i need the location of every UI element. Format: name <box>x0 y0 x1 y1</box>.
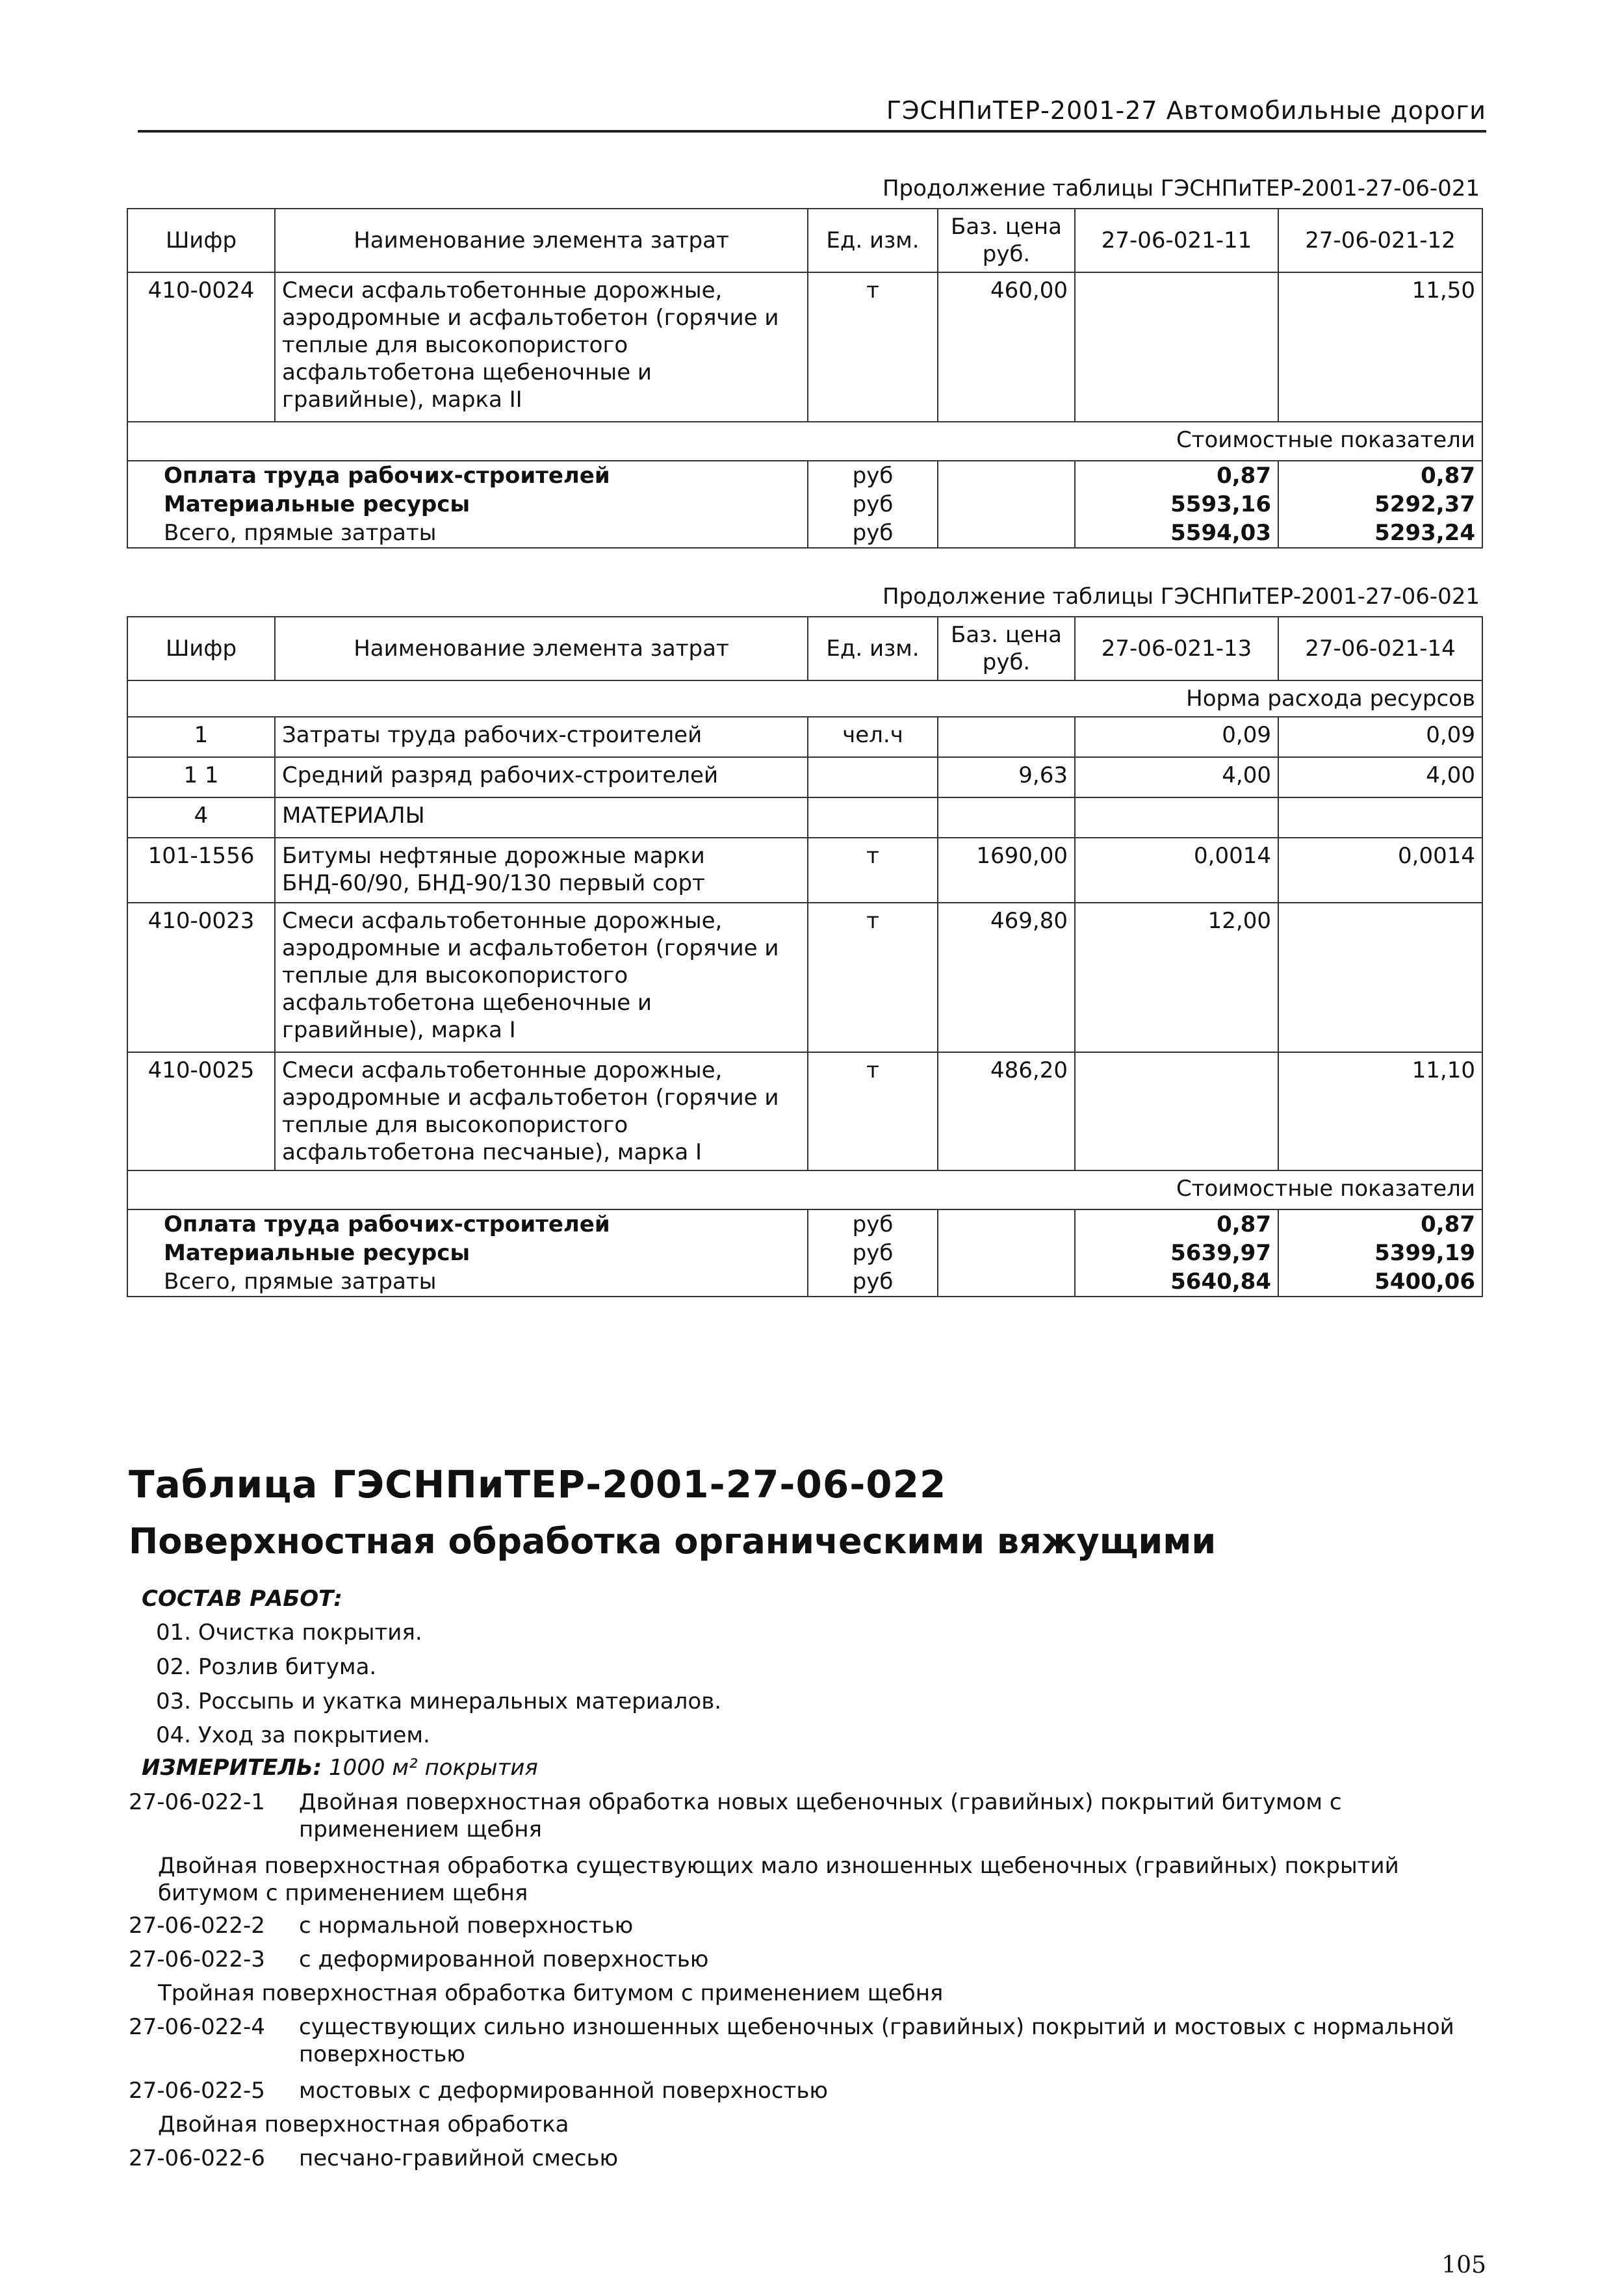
totals-label: Материальные ресурсы <box>127 490 808 519</box>
row-value-2: 11,50 <box>1278 272 1482 422</box>
table-row <box>127 838 1482 903</box>
col-header-price: Баз. цена руб. <box>938 209 1075 272</box>
row-price: 486,20 <box>938 1052 1075 1170</box>
row-name: Битумы нефтяные дорожные марки БНД-60/90, БНД-90/130 первый сорт <box>275 838 808 903</box>
totals-label: Оплата труда рабочих-строителей <box>127 461 808 490</box>
row-value-2: 0,09 <box>1278 717 1482 757</box>
totals-value-1: 5639,97 <box>1075 1239 1278 1267</box>
row-value-2 <box>1278 797 1482 838</box>
row-name: Смеси асфальтобетонные дорожные, аэродромные и асфальтобетон (горячие и теплые для высокопористого асфальтобетона щебеночные и гравийные), марка I <box>275 903 808 1052</box>
totals-unit: руб <box>808 461 938 490</box>
row-unit: т <box>808 1052 938 1170</box>
totals-unit: руб <box>808 1239 938 1267</box>
totals-row <box>127 519 1482 548</box>
row-unit: т <box>808 903 938 1052</box>
totals-value-2: 5292,37 <box>1278 490 1482 519</box>
work-code: 27-06-022-2 <box>129 1913 265 1939</box>
work-text: Двойная поверхностная обработка новых щебеночных (гравийных) покрытий битумом с применением щебня <box>299 1789 1342 1842</box>
work-code: 27-06-022-1 <box>129 1789 265 1815</box>
row-code: 1 1 <box>127 757 275 797</box>
composition-heading: СОСТАВ РАБОТ: <box>142 1586 342 1612</box>
row-value-1 <box>1075 797 1278 838</box>
norm-label: Норма расхода ресурсов <box>127 680 1482 717</box>
meter-value: 1000 м² покрытия <box>329 1755 538 1781</box>
row-unit <box>808 797 938 838</box>
col-header-unit: Ед. изм. <box>808 617 938 680</box>
row-price: 460,00 <box>938 272 1075 422</box>
row-name: Затраты труда рабочих-строителей <box>275 717 808 757</box>
table1-caption: Продолжение таблицы ГЭСНПиТЕР-2001-27-06-021 <box>882 175 1480 201</box>
row-unit: т <box>808 838 938 903</box>
row-unit: т <box>808 272 938 422</box>
totals-label: Материальные ресурсы <box>127 1239 808 1267</box>
section-row <box>127 422 1482 461</box>
totals-value-1: 0,87 <box>1075 461 1278 490</box>
row-code: 4 <box>127 797 275 838</box>
row-name: Смеси асфальтобетонные дорожные, аэродромные и асфальтобетон (горячие и теплые для высокопористого асфальтобетона песчаные), марка I <box>275 1052 808 1170</box>
work-text: Тройная поверхностная обработка битумом с применением щебня <box>158 1980 944 2006</box>
composition-item: 04. Уход за покрытием. <box>156 1722 430 1748</box>
work-text: с нормальной поверхностью <box>299 1913 634 1939</box>
row-price <box>938 717 1075 757</box>
norm-row <box>127 680 1482 717</box>
section-label: Стоимостные показатели <box>127 422 1482 461</box>
composition-item: 02. Розлив битума. <box>156 1654 377 1680</box>
page-number: 105 <box>1441 2252 1486 2279</box>
row-code: 410-0024 <box>127 272 275 422</box>
work-code: 27-06-022-6 <box>129 2145 265 2171</box>
row-code: 410-0025 <box>127 1052 275 1170</box>
col-header-name: Наименование элемента затрат <box>275 209 808 272</box>
table1 <box>127 208 1483 549</box>
work-code: 27-06-022-3 <box>129 1946 265 1972</box>
row-price: 469,80 <box>938 903 1075 1052</box>
row-value-1 <box>1075 1052 1278 1170</box>
row-code: 1 <box>127 717 275 757</box>
row-value-2: 0,0014 <box>1278 838 1482 903</box>
table2 <box>127 616 1483 1297</box>
totals-row <box>127 490 1482 519</box>
col-header-code: Шифр <box>127 617 275 680</box>
table-row <box>127 757 1482 797</box>
col-header-code-14: 27-06-021-14 <box>1278 617 1482 680</box>
table-row <box>127 717 1482 757</box>
table1-header-row <box>127 209 1482 272</box>
col-header-price: Баз. цена руб. <box>938 617 1075 680</box>
work-text: Двойная поверхностная обработка <box>158 2112 569 2138</box>
table2-caption: Продолжение таблицы ГЭСНПиТЕР-2001-27-06-021 <box>882 584 1480 610</box>
totals-value-2: 0,87 <box>1278 1209 1482 1239</box>
table2-header-row <box>127 617 1482 680</box>
row-value-2: 11,10 <box>1278 1052 1482 1170</box>
col-header-unit: Ед. изм. <box>808 209 938 272</box>
table-title: Таблица ГЭСНПиТЕР-2001-27-06-022 <box>129 1462 947 1506</box>
totals-unit: руб <box>808 519 938 548</box>
work-text: песчано-гравийной смесью <box>299 2145 619 2171</box>
table-row <box>127 797 1482 838</box>
work-code: 27-06-022-5 <box>129 2078 265 2104</box>
totals-unit: руб <box>808 490 938 519</box>
work-text: с деформированной поверхностью <box>299 1946 709 1972</box>
row-name: Средний разряд рабочих-строителей <box>275 757 808 797</box>
row-name: Смеси асфальтобетонные дорожные, аэродромные и асфальтобетон (горячие и теплые для высокопористого асфальтобетона щебеночные и гравийные), марка II <box>275 272 808 422</box>
row-code: 410-0023 <box>127 903 275 1052</box>
totals-value-2: 5400,06 <box>1278 1267 1482 1297</box>
totals-unit: руб <box>808 1267 938 1297</box>
totals-row <box>127 1209 1482 1239</box>
section-label: Стоимостные показатели <box>127 1170 1482 1209</box>
row-value-1 <box>1075 272 1278 422</box>
totals-row <box>127 461 1482 490</box>
row-unit: чел.ч <box>808 717 938 757</box>
row-value-1: 0,09 <box>1075 717 1278 757</box>
row-value-2 <box>1278 903 1482 1052</box>
row-value-1: 0,0014 <box>1075 838 1278 903</box>
totals-unit: руб <box>808 1209 938 1239</box>
row-unit <box>808 757 938 797</box>
row-price: 1690,00 <box>938 838 1075 903</box>
meter-line <box>142 1755 538 1781</box>
totals-label: Оплата труда рабочих-строителей <box>127 1209 808 1239</box>
totals-value-2: 0,87 <box>1278 461 1482 490</box>
totals-label: Всего, прямые затраты <box>127 519 808 548</box>
row-value-2: 4,00 <box>1278 757 1482 797</box>
col-header-code-13: 27-06-021-13 <box>1075 617 1278 680</box>
table-row <box>127 903 1482 1052</box>
totals-row <box>127 1267 1482 1297</box>
row-price: 9,63 <box>938 757 1075 797</box>
totals-value-1: 5593,16 <box>1075 490 1278 519</box>
work-text: Двойная поверхностная обработка существующих мало изношенных щебеночных (гравийных) покрытий битумом с применением щебня <box>158 1853 1399 1906</box>
col-header-name: Наименование элемента затрат <box>275 617 808 680</box>
totals-label: Всего, прямые затраты <box>127 1267 808 1297</box>
meter-label: ИЗМЕРИТЕЛЬ: <box>142 1755 322 1781</box>
running-header: ГЭСНПиТЕР-2001-27 Автомобильные дороги <box>886 96 1486 125</box>
col-header-code-12: 27-06-021-12 <box>1278 209 1482 272</box>
table-subtitle: Поверхностная обработка органическими вяжущими <box>129 1521 1217 1562</box>
totals-value-2: 5293,24 <box>1278 519 1482 548</box>
col-header-code-11: 27-06-021-11 <box>1075 209 1278 272</box>
row-name: МАТЕРИАЛЫ <box>275 797 808 838</box>
composition-item: 01. Очистка покрытия. <box>156 1620 422 1646</box>
table-row <box>127 1052 1482 1170</box>
totals-row <box>127 1239 1482 1267</box>
row-value-1: 4,00 <box>1075 757 1278 797</box>
row-price <box>938 797 1075 838</box>
table-row <box>127 272 1482 422</box>
totals-value-2: 5399,19 <box>1278 1239 1482 1267</box>
col-header-code: Шифр <box>127 209 275 272</box>
row-code: 101-1556 <box>127 838 275 903</box>
row-value-1: 12,00 <box>1075 903 1278 1052</box>
totals-value-1: 5594,03 <box>1075 519 1278 548</box>
totals-value-1: 5640,84 <box>1075 1267 1278 1297</box>
section-row <box>127 1170 1482 1209</box>
header-rule <box>138 130 1486 133</box>
work-text: мостовых с деформированной поверхностью <box>299 2078 828 2104</box>
work-code: 27-06-022-4 <box>129 2014 265 2040</box>
work-text: существующих сильно изношенных щебеночных (гравийных) покрытий и мостовых с нормальной поверхностью <box>299 2014 1454 2067</box>
totals-value-1: 0,87 <box>1075 1209 1278 1239</box>
composition-item: 03. Россыпь и укатка минеральных материалов. <box>156 1688 722 1714</box>
